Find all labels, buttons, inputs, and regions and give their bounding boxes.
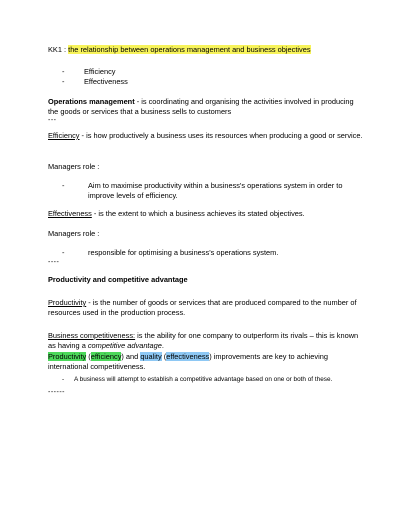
productivity-definition: - is the number of goods or services that are produced compared to the number of resources used in the production process. bbox=[48, 298, 357, 317]
managers-role-label: Managers role : bbox=[48, 229, 100, 238]
productivity-highlight: Productivity bbox=[48, 352, 87, 361]
effectiveness-definition: - is the extent to which a business achieves its stated objectives. bbox=[91, 209, 305, 218]
efficiency-paragraph bbox=[48, 131, 363, 141]
list-item-text: A business will attempt to establish a competitive advantage based on one or both of these. bbox=[74, 376, 333, 383]
list-item-text: responsible for optimising a business's operations system. bbox=[88, 248, 279, 257]
key-text: ( bbox=[161, 352, 167, 361]
competitiveness-definition: is the ability for one company to outperform its rivals – this is known as having a bbox=[48, 331, 359, 350]
operations-definition: - is coordinating and organising the activities involved in producing the goods or services that a business sells to customers bbox=[48, 97, 354, 116]
dash-bullet: - bbox=[62, 376, 65, 383]
separator: --- bbox=[48, 117, 57, 124]
effectiveness-highlight: effectiveness bbox=[166, 352, 210, 361]
dash-bullet: - bbox=[62, 181, 65, 190]
quality-highlight: quality bbox=[140, 352, 162, 361]
list-item-text: Aim to maximise productivity within a business's operations system in order to improve levels of efficiency. bbox=[88, 181, 343, 200]
key-improvements-paragraph bbox=[48, 352, 363, 372]
kk1-highlight: the relationship between operations management and business objectives bbox=[68, 45, 311, 54]
separator: ------ bbox=[48, 389, 65, 396]
section-heading: Productivity and competitive advantage bbox=[48, 275, 188, 284]
effectiveness-paragraph bbox=[48, 209, 363, 219]
list-item-text: Effectiveness bbox=[84, 77, 128, 86]
competitiveness-paragraph bbox=[48, 331, 363, 351]
dash-bullet: - bbox=[62, 67, 65, 76]
productivity-paragraph bbox=[48, 298, 363, 318]
competitiveness-term: Business competitiveness: bbox=[48, 331, 136, 340]
managers-role-label: Managers role : bbox=[48, 162, 100, 171]
list-item-text: Efficiency bbox=[84, 67, 116, 76]
key-text: ) improvements are key to achieving international competitiveness. bbox=[48, 352, 328, 371]
kk1-line bbox=[48, 45, 363, 55]
key-text: ) and bbox=[121, 352, 141, 361]
kk1-prefix: KK1 : bbox=[48, 45, 69, 54]
efficiency-term: Efficiency bbox=[48, 131, 80, 140]
competitiveness-end: . bbox=[161, 341, 164, 350]
competitive-advantage-term: competitive advantage bbox=[87, 341, 162, 350]
operations-management-paragraph bbox=[48, 97, 363, 117]
productivity-term: Productivity bbox=[48, 298, 87, 307]
efficiency-highlight: efficiency bbox=[90, 352, 122, 361]
efficiency-definition: - is how productively a business uses its resources when producing a good or service. bbox=[79, 131, 363, 140]
effectiveness-term: Effectiveness bbox=[48, 209, 92, 218]
operations-term: Operations management bbox=[48, 97, 135, 106]
dash-bullet: - bbox=[62, 248, 65, 257]
dash-bullet: - bbox=[62, 77, 65, 86]
key-text: ( bbox=[86, 352, 91, 361]
separator: ---- bbox=[48, 259, 60, 266]
